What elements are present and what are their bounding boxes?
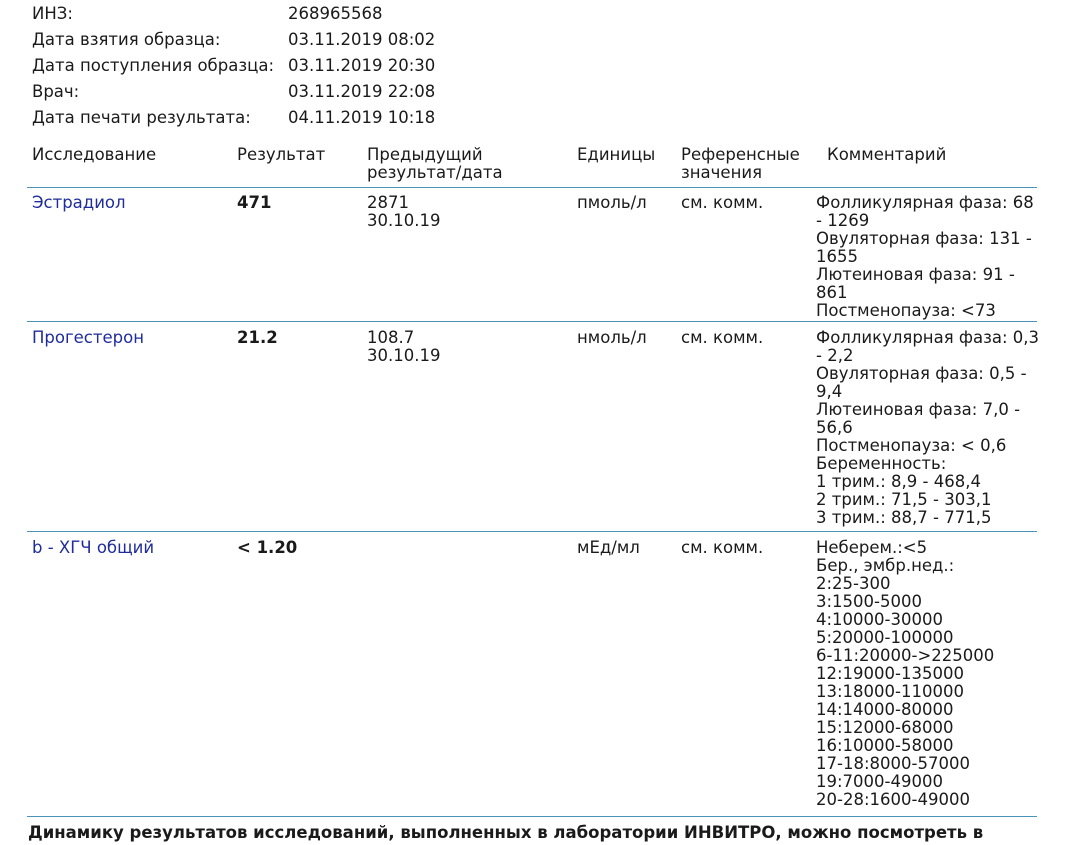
study-name-link[interactable]: Прогестерон <box>32 328 144 347</box>
comment-line: 1655 <box>816 247 858 266</box>
result-value: 471 <box>237 193 272 212</box>
header-study: Исследование <box>32 145 157 164</box>
meta-label: Дата печати результата: <box>32 108 251 127</box>
footer-note: Динамику результатов исследований, выполненных в лаборатории ИНВИТРО, можно посмотреть в <box>28 823 984 842</box>
comment-line: 2:25-300 <box>816 574 891 593</box>
header-reference-line1: Референсные <box>681 145 800 164</box>
comment-line: 56,6 <box>816 418 853 437</box>
header-comment: Комментарий <box>827 145 947 164</box>
reference-values: см. комм. <box>681 538 764 557</box>
comment-line: 20-28:1600-49000 <box>816 790 970 809</box>
meta-label: Дата взятия образца: <box>32 30 221 49</box>
previous-value: 2871 <box>367 193 409 212</box>
comment-line: 15:12000-68000 <box>816 718 954 737</box>
study-name-link[interactable]: Эстрадиол <box>32 193 126 212</box>
comment-line: 2 трим.: 71,5 - 303,1 <box>816 490 992 509</box>
comment-line: 861 <box>816 283 848 302</box>
comment-line: 13:18000-110000 <box>816 682 964 701</box>
comment-line: Овуляторная фаза: 0,5 - <box>816 364 1027 383</box>
header-previous <box>367 146 503 182</box>
comment-line: Постменопауза: <73 <box>816 301 996 320</box>
comment-line: 3 трим.: 88,7 - 771,5 <box>816 508 992 527</box>
header-reference <box>681 146 800 182</box>
meta-label: Дата поступления образца: <box>32 56 274 75</box>
comment-line: Бер., эмбр.нед.: <box>816 556 955 575</box>
row-divider <box>27 531 1037 532</box>
header-previous-line2: результат/дата <box>367 163 503 182</box>
comments <box>816 329 1039 527</box>
comment-line: Беременность: <box>816 454 947 473</box>
header-previous-line1: Предыдущий <box>367 145 483 164</box>
comment-line: Лютеиновая фаза: 7,0 - <box>816 400 1021 419</box>
units: мЕд/мл <box>577 538 640 557</box>
meta-value: 03.11.2019 22:08 <box>288 82 436 101</box>
table-bottom-divider <box>27 816 1037 817</box>
comment-line: 14:14000-80000 <box>816 700 954 719</box>
meta-value: 04.11.2019 10:18 <box>288 108 436 127</box>
comment-line: 17-18:8000-57000 <box>816 754 970 773</box>
comment-line: Фолликулярная фаза: 68 <box>816 193 1034 212</box>
row-divider <box>27 321 1037 322</box>
comment-line: 9,4 <box>816 382 843 401</box>
meta-value: 03.11.2019 20:30 <box>288 56 436 75</box>
comments <box>816 539 994 809</box>
previous-date: 30.10.19 <box>367 346 441 365</box>
comment-line: 4:10000-30000 <box>816 610 943 629</box>
header-units: Единицы <box>577 145 656 164</box>
meta-value: 03.11.2019 08:02 <box>288 30 436 49</box>
comments <box>816 194 1034 320</box>
result-value: 21.2 <box>237 328 278 347</box>
comment-line: - 1269 <box>816 211 870 230</box>
comment-line: - 2,2 <box>816 346 854 365</box>
comment-line: 16:10000-58000 <box>816 736 954 755</box>
comment-line: 12:19000-135000 <box>816 664 964 683</box>
comment-line: Постменопауза: < 0,6 <box>816 436 1007 455</box>
meta-value: 268965568 <box>288 4 383 23</box>
comment-line: 5:20000-100000 <box>816 628 954 647</box>
result-value: < 1.20 <box>237 538 298 557</box>
comment-line: 19:7000-49000 <box>816 772 943 791</box>
meta-label: Врач: <box>32 82 80 101</box>
units: нмоль/л <box>577 328 647 347</box>
units: пмоль/л <box>577 193 647 212</box>
comment-line: 3:1500-5000 <box>816 592 922 611</box>
study-name-link[interactable]: b - ХГЧ общий <box>32 538 155 557</box>
previous-date: 30.10.19 <box>367 211 441 230</box>
reference-values: см. комм. <box>681 328 764 347</box>
comment-line: 6-11:20000->225000 <box>816 646 995 665</box>
reference-values: см. комм. <box>681 193 764 212</box>
comment-line: Неберем.:<5 <box>816 538 928 557</box>
comment-line: Фолликулярная фаза: 0,3 <box>816 328 1040 347</box>
header-result: Результат <box>237 145 326 164</box>
comment-line: 1 трим.: 8,9 - 468,4 <box>816 472 981 491</box>
comment-line: Овуляторная фаза: 131 - <box>816 229 1032 248</box>
meta-label: ИНЗ: <box>32 4 73 23</box>
previous-value: 108.7 <box>367 328 415 347</box>
table-divider <box>27 187 1037 188</box>
header-reference-line2: значения <box>681 163 763 182</box>
comment-line: Лютеиновая фаза: 91 - <box>816 265 1015 284</box>
